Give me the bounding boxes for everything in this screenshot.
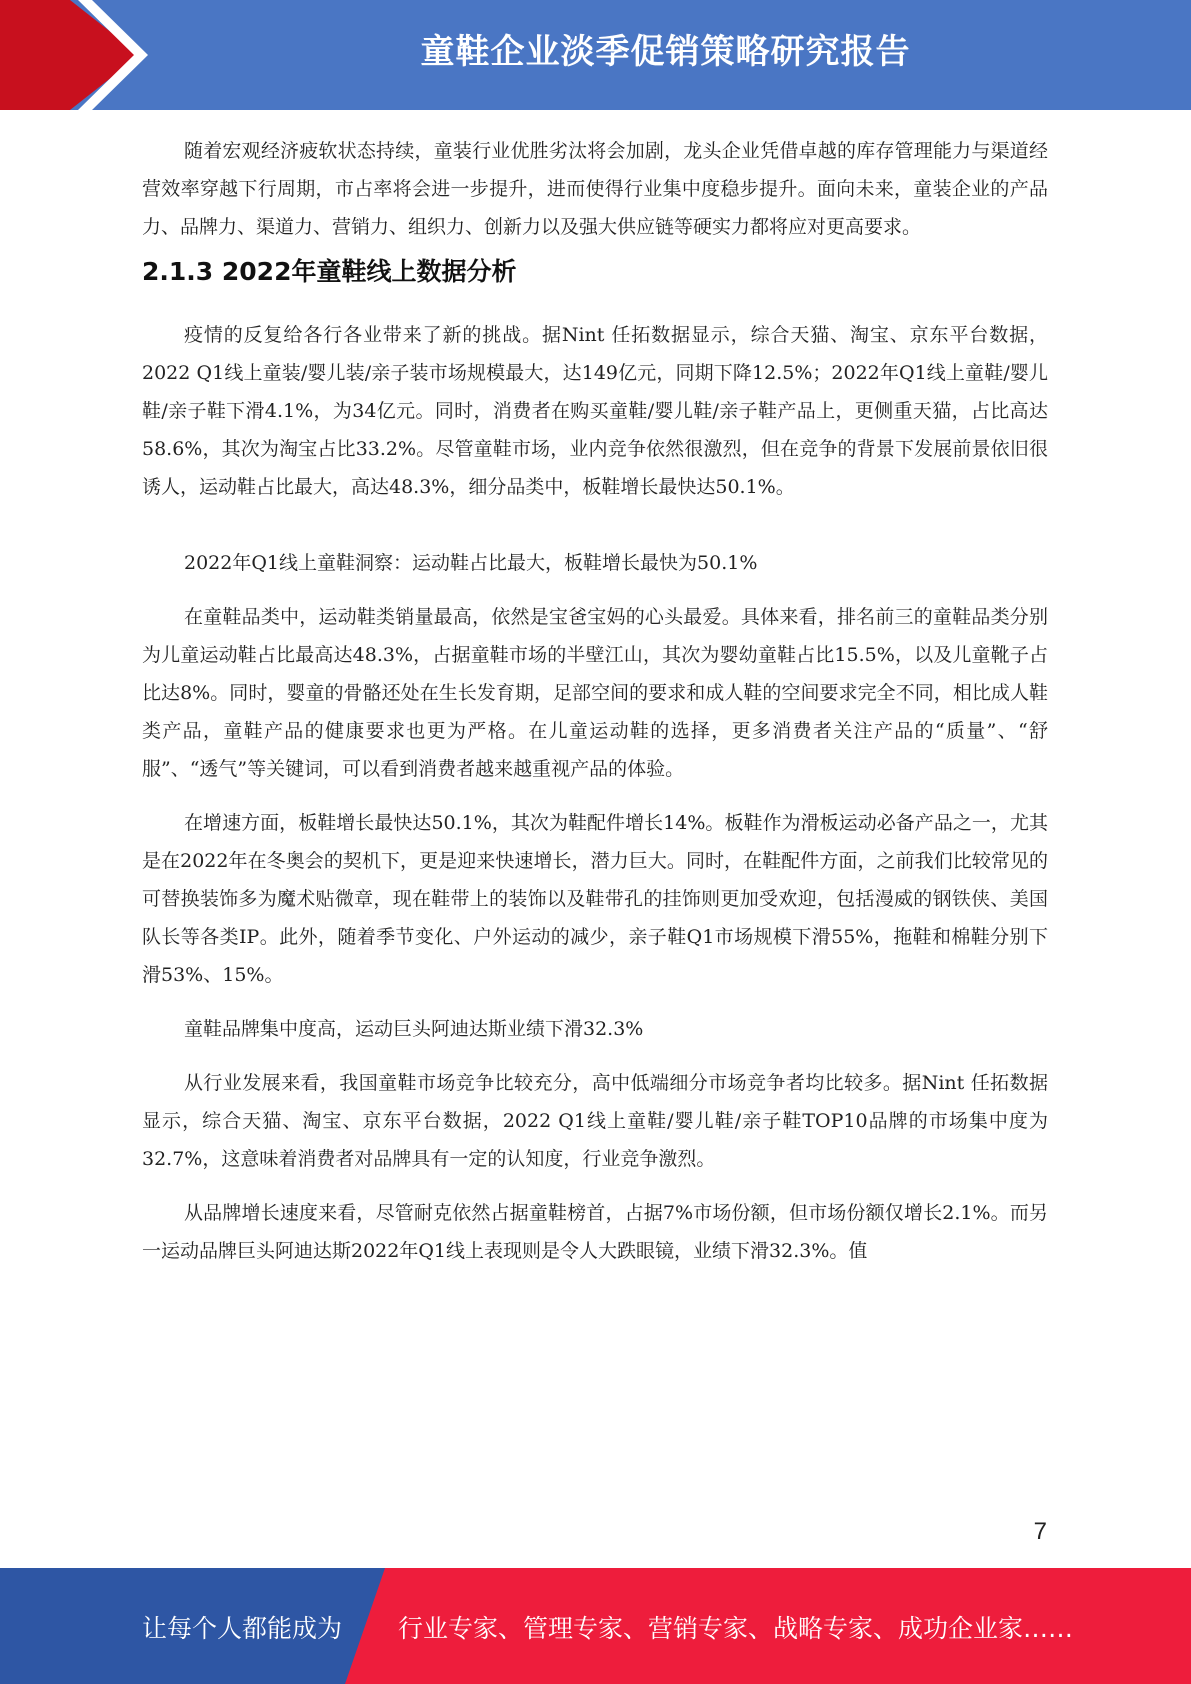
- section-heading: 2.1.3 2022年童鞋线上数据分析: [142, 257, 517, 286]
- document-title: 童鞋企业淡季促销策略研究报告: [420, 32, 911, 72]
- page-number: 7: [1033, 1518, 1047, 1545]
- header-red-block: [0, 0, 70, 110]
- intro-paragraph: 随着宏观经济疲软状态持续，童装行业优胜劣汰将会加剧，龙头企业凭借卓越的库存管理能力与渠道经营效率穿越下行周期，市占率将会进一步提升，进而使得行业集中度稳步提升。面向未来，童装企业的产品力、品牌力、渠道力、营销力、组织力、创新力以及强大供应链等硬实力都将应对更高要求。: [142, 140, 1048, 238]
- page-header: [0, 0, 1191, 110]
- footer-slogan-left: 让每个人都能成为: [142, 1614, 343, 1643]
- subheading-brand-concentration: 童鞋品牌集中度高，运动巨头阿迪达斯业绩下滑32.3%: [184, 1018, 644, 1040]
- page-footer: [0, 1568, 1191, 1684]
- footer-slogan-right: 行业专家、管理专家、营销专家、战略专家、成功企业家……: [398, 1614, 1074, 1643]
- body-paragraph-3: 在增速方面，板鞋增长最快达50.1%，其次为鞋配件增长14%。板鞋作为滑板运动必备产品之一，尤其是在2022年在冬奥会的契机下，更是迎来快速增长，潜力巨大。同时，在鞋配件方面，之前我们比较常见的可替换装饰多为魔术贴微章，现在鞋带上的装饰以及鞋带孔的挂饰则更加受欢迎，包括漫威的钢铁侠、美国队长等各类IP。此外，随着季节变化、户外运动的减少，亲子鞋Q1市场规模下滑55%，拖鞋和棉鞋分别下滑53%、15%。: [142, 812, 1048, 986]
- page-body: [142, 132, 1048, 1270]
- header-chevron-icon: [70, 0, 150, 110]
- body-paragraph-1: 疫情的反复给各行各业带来了新的挑战。据Nint 任拓数据显示，综合天猫、淘宝、京东平台数据，2022 Q1线上童装/婴儿装/亲子装市场规模最大，达149亿元，同期下降12.5%；2022年Q1线上童鞋/婴儿鞋/亲子鞋下滑4.1%，为34亿元。同时，消费者在购买童鞋/婴儿鞋/亲子鞋产品上，更侧重天猫，占比高达58.6%，其次为淘宝占比33.2%。尽管童鞋市场，业内竞争依然很激烈，但在竞争的背景下发展前景依旧很诱人，运动鞋占比最大，高达48.3%，细分品类中，板鞋增长最快达50.1%。: [142, 324, 1048, 498]
- body-paragraph-4: 从行业发展来看，我国童鞋市场竞争比较充分，高中低端细分市场竞争者均比较多。据Nint 任拓数据显示，综合天猫、淘宝、京东平台数据，2022 Q1线上童鞋/婴儿鞋/亲子鞋TOP10品牌的市场集中度为32.7%，这意味着消费者对品牌具有一定的认知度，行业竞争激烈。: [142, 1072, 1048, 1170]
- body-paragraph-2: 在童鞋品类中，运动鞋类销量最高，依然是宝爸宝妈的心头最爱。具体来看，排名前三的童鞋品类分别为儿童运动鞋占比最高达48.3%，占据童鞋市场的半壁江山，其次为婴幼童鞋占比15.5%，以及儿童靴子占比达8%。同时，婴童的骨骼还处在生长发育期，足部空间的要求和成人鞋的空间要求完全不同，相比成人鞋类产品，童鞋产品的健康要求也更为严格。在儿童运动鞋的选择，更多消费者关注产品的“质量”、“舒服”、“透气”等关键词，可以看到消费者越来越重视产品的体验。: [142, 606, 1048, 780]
- subheading-sneaker-insight: 2022年Q1线上童鞋洞察：运动鞋占比最大，板鞋增长最快为50.1%: [184, 552, 758, 574]
- body-paragraph-5: 从品牌增长速度来看，尽管耐克依然占据童鞋榜首，占据7%市场份额，但市场份额仅增长2.1%。而另一运动品牌巨头阿迪达斯2022年Q1线上表现则是令人大跌眼镜，业绩下滑32.3%。值: [142, 1202, 1048, 1262]
